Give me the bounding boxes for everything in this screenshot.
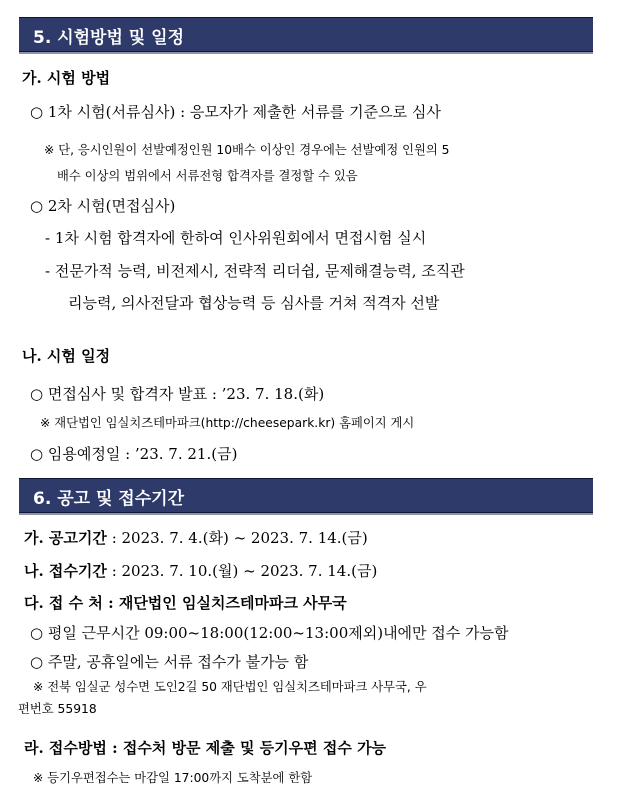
address-note-line2: 편번호 55918 <box>18 702 97 716</box>
notice-period-label: 가. 공고기간 <box>24 529 107 547</box>
reception-period-row <box>24 560 377 581</box>
exam-method-heading: 가. 시험 방법 <box>22 69 111 87</box>
section-6-title: 6. 공고 및 접수기간 <box>33 489 184 509</box>
second-exam-detail-2-line2: 리능력, 의사전달과 협상능력 등 심사를 거쳐 적격자 선발 <box>68 294 440 312</box>
second-exam-item: ○ 2차 시험(면접심사) <box>30 197 176 215</box>
reception-office-heading: 다. 접 수 처 : 재단법인 임실치즈테마파크 사무국 <box>24 594 347 612</box>
submission-method-heading: 라. 접수방법 : 접수처 방문 제출 및 등기우편 접수 가능 <box>24 739 387 757</box>
section-5-title: 5. 시험방법 및 일정 <box>33 28 184 48</box>
registered-mail-note: ※ 등기우편접수는 마감일 17:00까지 도착분에 한함 <box>33 771 313 785</box>
reception-period-value: : 2023. 7. 10.(월) ~ 2023. 7. 14.(금) <box>111 562 378 580</box>
first-exam-note-line1: ※ 단, 응시인원이 선발예정인원 10배수 이상인 경우에는 선발예정 인원의 5 <box>44 143 450 157</box>
section-6-header <box>19 478 593 513</box>
weekend-notice-item: ○ 주말, 공휴일에는 서류 접수가 불가능 함 <box>30 653 309 671</box>
second-exam-detail-2-line1: - 전문가적 능력, 비전제시, 전략적 리더쉽, 문제해결능력, 조직관 <box>45 262 465 280</box>
first-exam-note-line2: 배수 이상의 범위에서 서류전형 합격자를 결정할 수 있음 <box>57 169 358 183</box>
appointment-date-item: ○ 임용예정일 : ’23. 7. 21.(금) <box>30 445 238 463</box>
exam-schedule-heading: 나. 시험 일정 <box>22 347 111 365</box>
weekday-hours-item: ○ 평일 근무시간 09:00~18:00(12:00~13:00제외)내에만 접수 가능함 <box>30 624 509 642</box>
second-exam-detail-1: - 1차 시험 합격자에 한하여 인사위원회에서 면접시험 실시 <box>45 229 427 247</box>
first-exam-item: ○ 1차 시험(서류심사) : 응모자가 제출한 서류를 기준으로 심사 <box>30 103 441 121</box>
notice-period-value: : 2023. 7. 4.(화) ~ 2023. 7. 14.(금) <box>111 529 368 547</box>
address-note-line1: ※ 전북 임실군 성수면 도인2길 50 재단법인 임실치즈테마파크 사무국, 우 <box>33 680 427 694</box>
section-5-header <box>19 17 593 52</box>
notice-period-row <box>24 527 368 548</box>
website-posting-note: ※ 재단법인 임실치즈테마파크(http://cheesepark.kr) 홈페이지 게시 <box>40 416 415 430</box>
interview-announcement-item: ○ 면접심사 및 합격자 발표 : ’23. 7. 18.(화) <box>30 385 325 403</box>
reception-period-label: 나. 접수기간 <box>24 562 107 580</box>
